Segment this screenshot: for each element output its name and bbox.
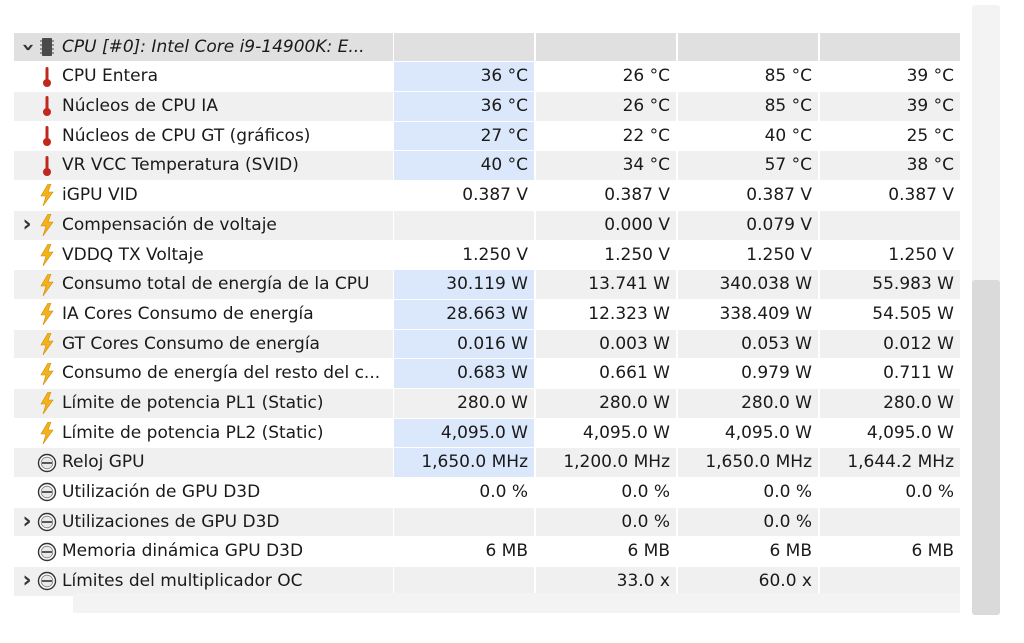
sensor-label: Núcleos de CPU GT (gráficos) [62,125,311,146]
expand-chevron-icon[interactable]: › [22,211,32,237]
value-max: 0.079 V [678,211,818,240]
value-max: 0.0 % [763,482,812,502]
sensor-label: Memoria dinámica GPU D3D [62,541,304,562]
sensor-label: GT Cores Consumo de energía [62,333,320,354]
sensor-table [14,3,960,597]
sensor-row[interactable] [14,330,960,360]
value-current: 1,650.0 MHz [394,448,534,477]
sensor-label-cell [14,359,393,388]
table-footer-strip [73,593,960,613]
value-max: 0.0 % [678,508,818,537]
value-current: 4,095.0 W [394,419,534,448]
sensor-label: Núcleos de CPU IA [62,96,218,117]
value-current: 0.683 W [394,359,534,388]
thermometer-icon [36,66,58,88]
sensor-label-cell [14,478,393,507]
value-max: 6 MB [769,541,812,562]
thermometer-icon [36,155,58,177]
value-current: 28.663 W [394,300,534,329]
value-max: 280.0 W [678,389,818,418]
clock-icon [36,511,58,533]
sensor-label-cell [14,300,393,329]
device-row[interactable] [14,33,960,63]
device-cell-current [394,33,534,62]
lightning-icon [36,422,58,444]
header-max-cell [678,3,818,32]
sensor-label-cell [14,537,393,566]
header-min-cell [536,3,676,32]
value-current: 27 °C [394,122,534,151]
sensor-label-cell [14,389,393,418]
value-max: 1,650.0 MHz [678,448,818,477]
sensor-row[interactable] [14,448,960,478]
value-avg: 25 °C [906,125,954,146]
sensor-label-cell [14,181,393,210]
sensor-row[interactable] [14,389,960,419]
value-max: 4,095.0 W [724,422,812,443]
sensor-label: Consumo total de energía de la CPU [62,274,370,295]
sensor-label-cell [14,419,393,448]
value-avg: 55.983 W [820,270,960,299]
sensor-label-cell [14,330,393,359]
value-current: 40 °C [394,151,534,180]
collapse-chevron-icon[interactable]: › [15,42,41,52]
sensor-label: Utilizaciones de GPU D3D [62,511,280,532]
scrollbar-thumb[interactable] [972,280,1000,616]
lightning-icon [36,244,58,266]
value-avg: 1,644.2 MHz [820,448,960,477]
sensor-row[interactable] [14,359,960,389]
column-header-row [14,3,960,33]
value-avg: 54.505 W [872,303,954,324]
sensor-label: CPU Entera [62,66,159,87]
value-current: 0.0 % [479,482,528,502]
value-avg: 1.250 V [888,244,954,265]
value-max: 0.053 W [678,330,818,359]
sensor-label-cell [14,211,393,240]
value-min: 6 MB [627,541,670,562]
sensor-label: Límite de potencia PL1 (Static) [62,392,324,413]
sensor-label: Límites del multiplicador OC [62,571,303,592]
sensor-label-cell [14,241,393,270]
value-current: 280.0 W [394,389,534,418]
sensor-label-cell [14,448,393,477]
lightning-icon [36,274,58,296]
thermometer-icon [36,95,58,117]
sensor-label: VDDQ TX Voltaje [62,244,204,265]
value-current: 0.016 W [394,330,534,359]
device-cell-max [678,33,818,62]
lightning-icon [36,214,58,236]
value-max: 60.0 x [678,567,818,596]
value-current: 1.250 V [462,244,528,265]
sensor-label: iGPU VID [62,185,138,206]
value-min: 0.0 % [536,508,676,537]
lightning-icon [36,363,58,385]
value-avg: 0.012 W [820,330,960,359]
expand-chevron-icon[interactable]: › [22,568,32,594]
value-max: 85 °C [678,92,818,121]
sensor-row[interactable] [14,62,960,92]
sensor-row[interactable] [14,92,960,122]
thermometer-icon [36,125,58,147]
sensor-label: Consumo de energía del resto del c... [62,363,381,384]
sensor-label: VR VCC Temperatura (SVID) [62,155,299,176]
sensor-row[interactable] [14,241,960,271]
value-max: 0.387 V [746,185,812,206]
sensor-row[interactable] [14,270,960,300]
sensor-rows [14,62,960,596]
value-current [394,508,534,537]
value-max: 85 °C [764,66,812,87]
value-min: 26 °C [536,92,676,121]
value-current [394,567,534,596]
expand-chevron-icon[interactable]: › [22,508,32,534]
value-avg: 6 MB [911,541,954,562]
value-avg: 38 °C [820,151,960,180]
value-min: 280.0 W [536,389,676,418]
value-current: 30.119 W [394,270,534,299]
sensor-label-cell [14,62,393,91]
value-avg [820,508,960,537]
sensor-label: Reloj GPU [62,452,145,473]
sensor-row[interactable] [14,478,960,508]
value-max: 0.979 W [741,363,812,384]
sensor-label: Compensación de voltaje [62,214,277,235]
value-avg: 39 °C [820,92,960,121]
lightning-icon [36,333,58,355]
vertical-scrollbar[interactable] [972,5,1000,615]
value-min: 4,095.0 W [582,422,670,443]
sensor-row[interactable] [14,211,960,241]
sensor-label: Utilización de GPU D3D [62,482,261,502]
value-avg: 0.0 % [905,482,954,502]
value-avg: 0.387 V [888,185,954,206]
value-min: 0.661 W [599,363,670,384]
clock-icon [36,452,58,474]
value-min: 1.250 V [604,244,670,265]
sensor-label-cell [14,151,393,180]
value-min: 26 °C [622,66,670,87]
lightning-icon [36,303,58,325]
value-min: 34 °C [536,151,676,180]
sensor-row[interactable] [14,151,960,181]
value-avg: 39 °C [906,66,954,87]
header-current-cell [394,3,534,32]
clock-icon [36,481,58,503]
value-min: 0.387 V [604,185,670,206]
sensor-row[interactable] [14,300,960,330]
value-current [394,211,534,240]
lightning-icon [36,184,58,206]
value-current: 36 °C [394,92,534,121]
sensor-label-cell [14,122,393,151]
sensor-label-cell [14,508,393,537]
value-min: 22 °C [622,125,670,146]
value-max: 40 °C [764,125,812,146]
value-min: 0.000 V [536,211,676,240]
value-avg [820,211,960,240]
header-avg-cell [820,3,960,32]
value-current: 0.387 V [462,185,528,206]
value-min: 0.0 % [621,482,670,502]
sensor-label-cell [14,92,393,121]
value-current: 36 °C [394,62,534,91]
value-min: 0.003 W [536,330,676,359]
sensor-label-cell [14,567,393,596]
sensor-row[interactable] [14,122,960,152]
value-avg: 280.0 W [820,389,960,418]
clock-icon [36,541,58,563]
sensor-row[interactable] [14,537,960,567]
lightning-icon [36,392,58,414]
header-label-cell [14,3,393,32]
value-min: 1,200.0 MHz [536,448,676,477]
sensor-label: Límite de potencia PL2 (Static) [62,422,324,443]
value-max: 338.409 W [719,303,812,324]
value-min: 12.323 W [588,303,670,324]
value-max: 340.038 W [678,270,818,299]
value-min: 13.741 W [536,270,676,299]
sensor-row[interactable] [14,419,960,449]
sensor-label-cell [14,270,393,299]
sensor-row[interactable] [14,508,960,538]
device-label-cell [14,33,393,62]
value-avg: 4,095.0 W [866,422,954,443]
value-min: 33.0 x [536,567,676,596]
value-current: 6 MB [485,541,528,562]
sensor-row[interactable] [14,181,960,211]
value-avg [820,567,960,596]
device-cell-min [536,33,676,62]
device-title: CPU [#0]: Intel Core i9-14900K: E... [62,36,365,57]
value-max: 1.250 V [746,244,812,265]
clock-icon [36,570,58,592]
value-max: 57 °C [678,151,818,180]
device-cell-avg [820,33,960,62]
value-avg: 0.711 W [883,363,954,384]
sensor-label: IA Cores Consumo de energía [62,303,314,324]
